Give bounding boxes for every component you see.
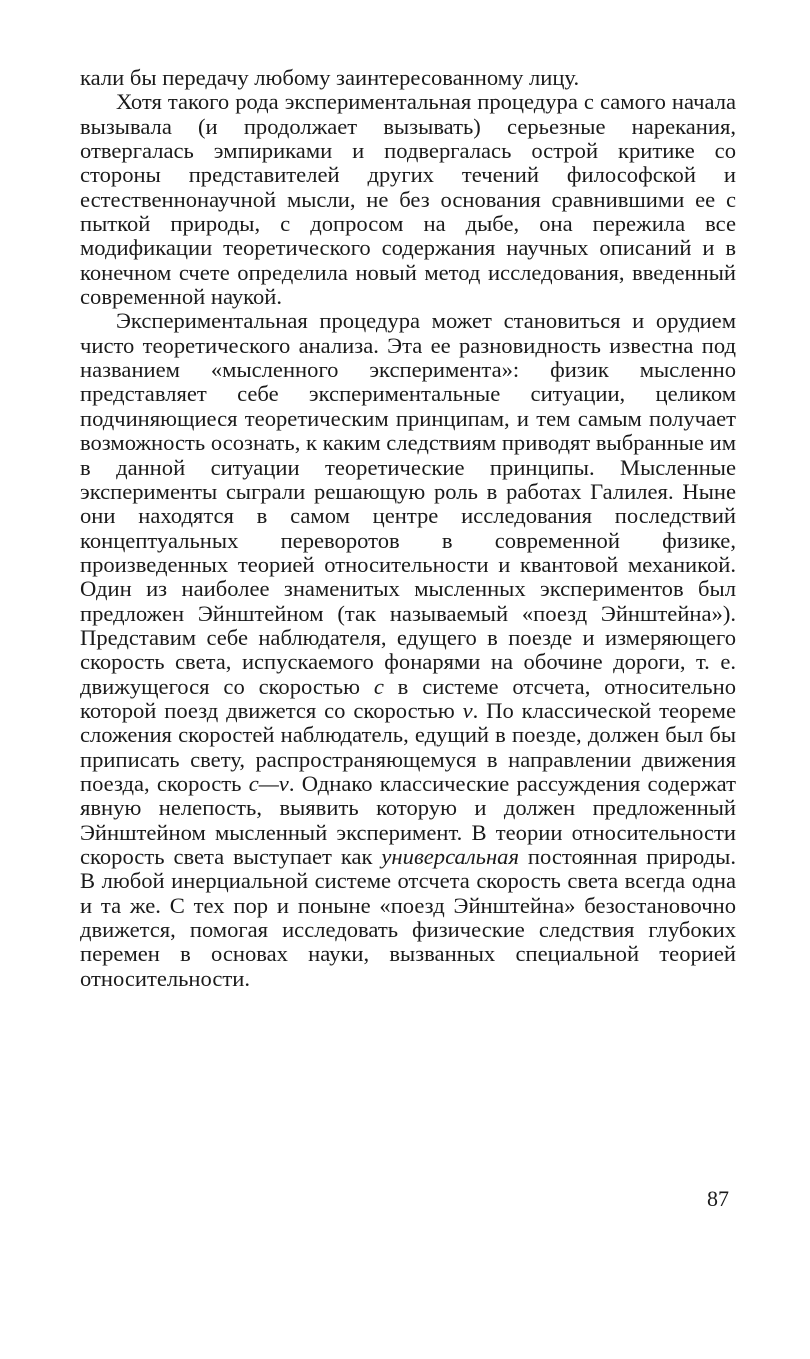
text-segment: . Однако классические рассуждения содержат явную нелепость, выявить которую и должен предложенный Эйнштейном мысленный эксперимент. В теории относительности скорость света выступает как: [80, 770, 736, 869]
emphasis-universal: универсальная: [381, 844, 519, 869]
formula-c-minus-v: c—v: [248, 770, 289, 796]
text-segment: . По классической теореме сложения скоростей наблюдатель, едущий в поезде, должен был бы приписать свету, распространяющемуся в направлении движения поезда, скорость: [80, 697, 736, 796]
text-segment: Экспериментальная процедура может становиться и орудием чисто теоретического анализа. Эта ее разновидность известна под названием «мысленного эксперимента»: физик мысленно представляет себе экспериментальные ситуации, целиком подчиняющиеся теоретическим принципам, и тем самым получает возможность осознать, к каким следствиям приводят выбранные им в данной ситуации теоретические принципы. Мысленные эксперименты сыграли решающую роль в работах Галилея. Ныне они находятся в самом центре исследования последствий концептуальных переворотов в современной физике, произведенных теорией относительности и квантовой механикой. Один из наиболее знаменитых мысленных экспериментов был предложен Эйнштейном (так называемый «поезд Эйнштейна»). Представим себе наблюдателя, едущего в поезде и измеряющего скорость света, испускаемого фонарями на обочине дороги, т. е. движущегося со скоростью: [80, 308, 736, 699]
paragraph-experimental-procedure-criticism: Хотя такого рода экспериментальная процедура с самого начала вызывала (и продолжает вызывать) серьезные нарекания, отвергалась эмпириками и подвергалась острой критике со стороны представителей других течений философской и естественнонаучной мысли, не без основания сравнившими ее с пыткой природы, с допросом на дыбе, она пережила все модификации теоретического содержания научных описаний и в конечном счете определила новый метод исследования, введенный современной наукой.: [80, 89, 736, 310]
page-number: 87: [707, 1186, 729, 1211]
variable-c: c: [373, 673, 384, 699]
paragraph-continuation: кали бы передачу любому заинтересованному лицу.: [80, 65, 580, 90]
text-segment: в системе отсчета, относительно которой поезд движется со скоростью: [80, 673, 736, 723]
page-body: [80, 66, 736, 991]
variable-v: v: [462, 697, 473, 723]
paragraph-thought-experiment: [80, 309, 736, 991]
text-segment: постоянная природы. В любой инерциальной системе отсчета скорость света всегда одна и та же. С тех пор и поныне «поезд Эйнштейна» безостановочно движется, помогая исследовать физические следствия глубоких перемен в основах науки, вызванных специальной теорией относительности.: [80, 844, 736, 991]
